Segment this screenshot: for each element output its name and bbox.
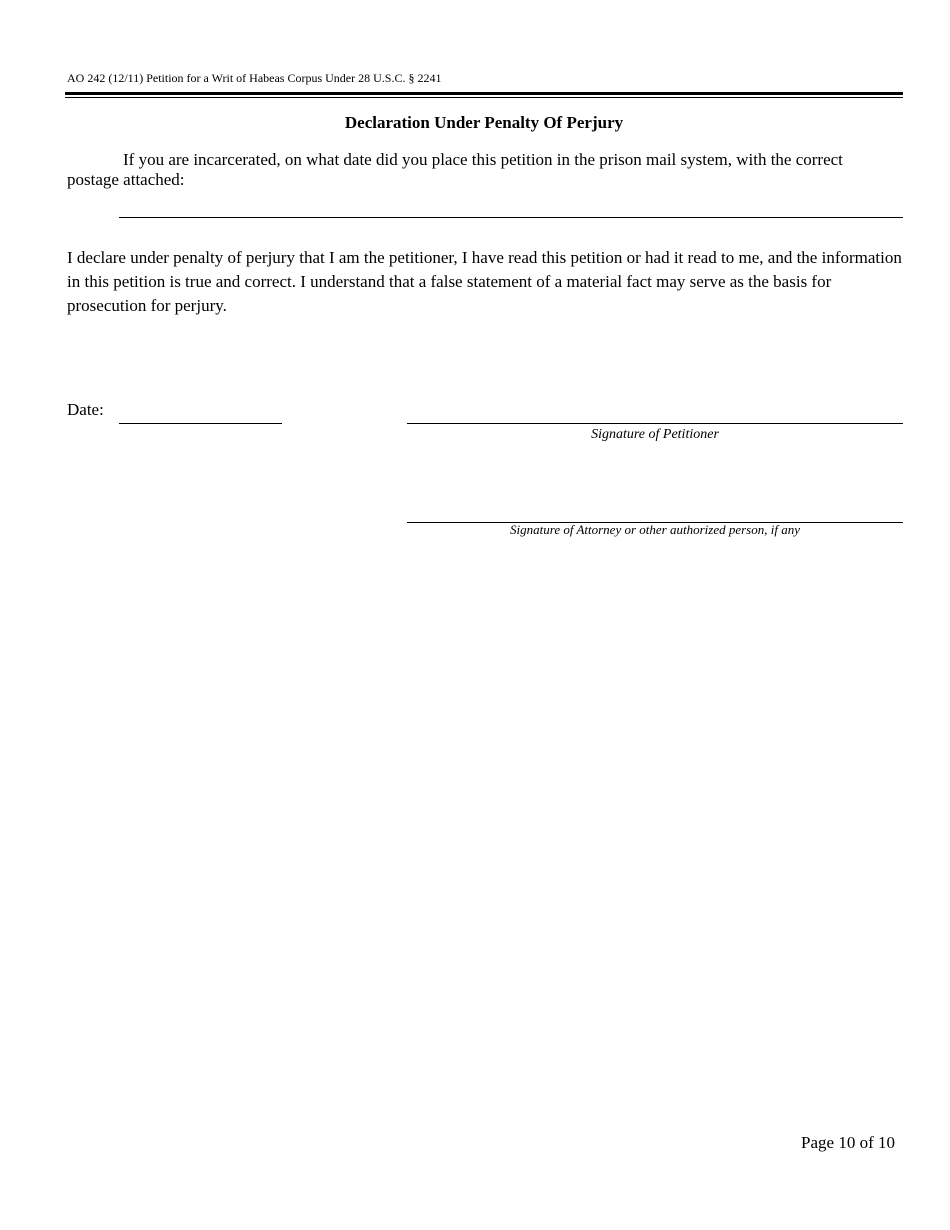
header-rule-thick bbox=[65, 92, 903, 95]
mailing-date-field[interactable] bbox=[119, 217, 903, 218]
attorney-signature-caption: Signature of Attorney or other authorized person, if any bbox=[510, 522, 800, 537]
date-field[interactable] bbox=[119, 423, 282, 424]
section-title: Declaration Under Penalty Of Perjury bbox=[344, 113, 624, 132]
mailing-date-question: If you are incarcerated, on what date did you place this petition in the prison mail system, with the correct postage attached: bbox=[67, 150, 843, 189]
date-label: Date: bbox=[67, 400, 104, 419]
petitioner-signature-caption: Signature of Petitioner bbox=[591, 427, 719, 442]
petitioner-signature-field[interactable] bbox=[407, 423, 903, 424]
page-number: Page 10 of 10 bbox=[801, 1133, 895, 1152]
declaration-text: I declare under penalty of perjury that I am the petitioner, I have read this petition or had it read to me, and the information in this petition is true and correct. I understand that a false statement of a material fact may serve as the basis for prosecution for perjury. bbox=[67, 248, 902, 315]
header-rule-thin bbox=[65, 97, 903, 98]
form-header: AO 242 (12/11) Petition for a Writ of Habeas Corpus Under 28 U.S.C. § 2241 bbox=[67, 71, 442, 85]
